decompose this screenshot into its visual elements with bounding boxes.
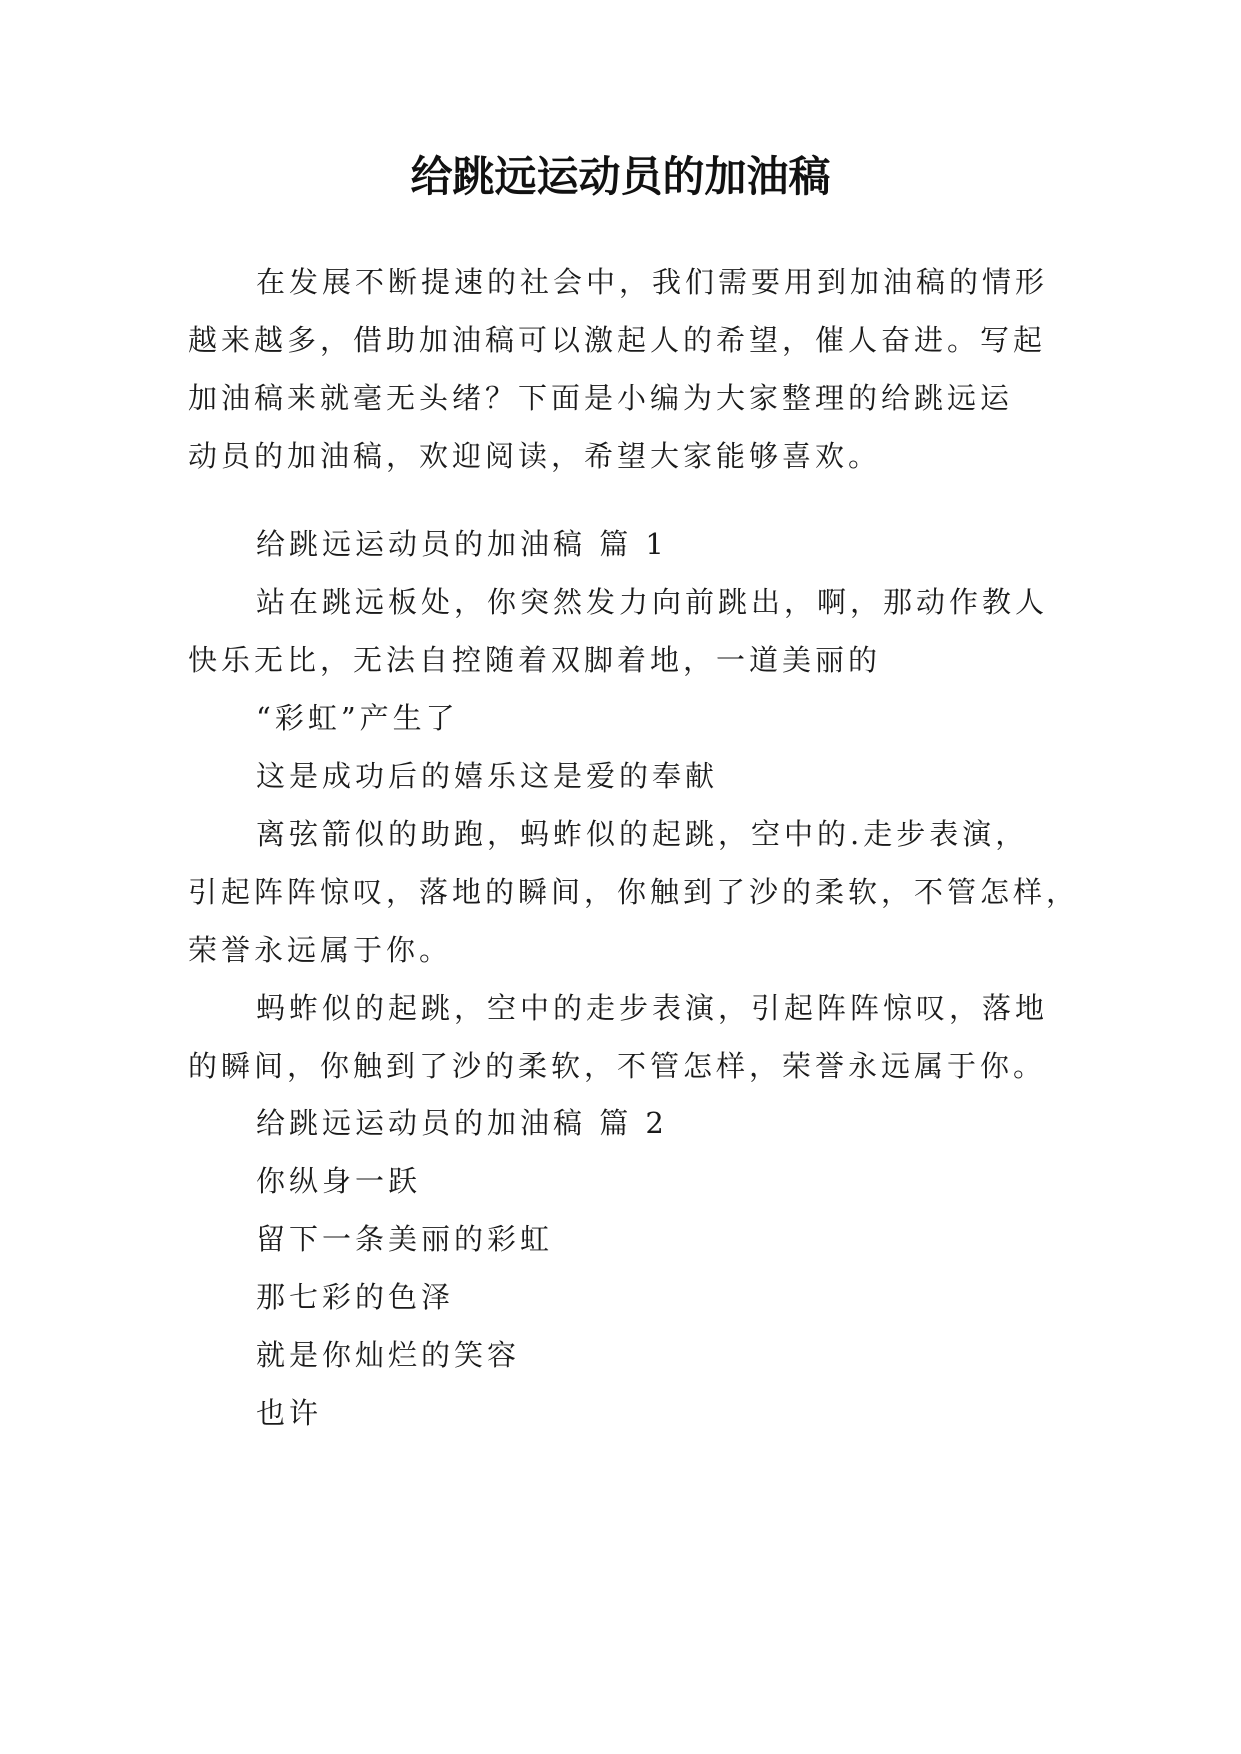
body-line: 也许 (256, 1396, 323, 1430)
intro-paragraph (188, 253, 1053, 485)
section-1 (188, 515, 1080, 1095)
section-2 (188, 1094, 1053, 1442)
body-line: 快乐无比，无法自控随着双脚着地，一道美丽的 (188, 643, 882, 677)
body-line: 就是你灿烂的笑容 (256, 1338, 521, 1372)
body-line: 留下一条美丽的彩虹 (256, 1222, 554, 1256)
body-line: “彩虹”产生了 (256, 701, 459, 735)
intro-line: 动员的加油稿，欢迎阅读，希望大家能够喜欢。 (188, 439, 882, 473)
section-heading: 给跳远运动员的加油稿 篇 2 (256, 1106, 668, 1140)
body-line: 离弦箭似的助跑，蚂蚱似的起跳，空中的.走步表演， (256, 817, 1029, 851)
intro-line: 在发展不断提速的社会中，我们需要用到加油稿的情形 (256, 265, 1049, 299)
section-heading: 给跳远运动员的加油稿 篇 1 (256, 527, 668, 561)
intro-line: 加油稿来就毫无头绪？下面是小编为大家整理的给跳远运 (188, 381, 1014, 415)
body-line: 荣誉永远属于你。 (188, 933, 453, 967)
body-line: 的瞬间，你触到了沙的柔软，不管怎样，荣誉永远属于你。 (188, 1049, 1047, 1083)
body-line: 蚂蚱似的起跳，空中的走步表演，引起阵阵惊叹，落地 (256, 991, 1049, 1025)
intro-line: 越来越多，借助加油稿可以激起人的希望，催人奋进。写起 (188, 323, 1047, 357)
body-line: 你纵身一跃 (256, 1164, 422, 1198)
body-line: 那七彩的色泽 (256, 1280, 455, 1314)
document-title: 给跳远运动员的加油稿 (410, 152, 831, 201)
body-line: 引起阵阵惊叹，落地的瞬间，你触到了沙的柔软，不管怎样， (188, 875, 1080, 909)
body-line: 站在跳远板处，你突然发力向前跳出，啊，那动作教人 (256, 585, 1049, 619)
body-line: 这是成功后的嬉乐这是爱的奉献 (256, 759, 719, 793)
